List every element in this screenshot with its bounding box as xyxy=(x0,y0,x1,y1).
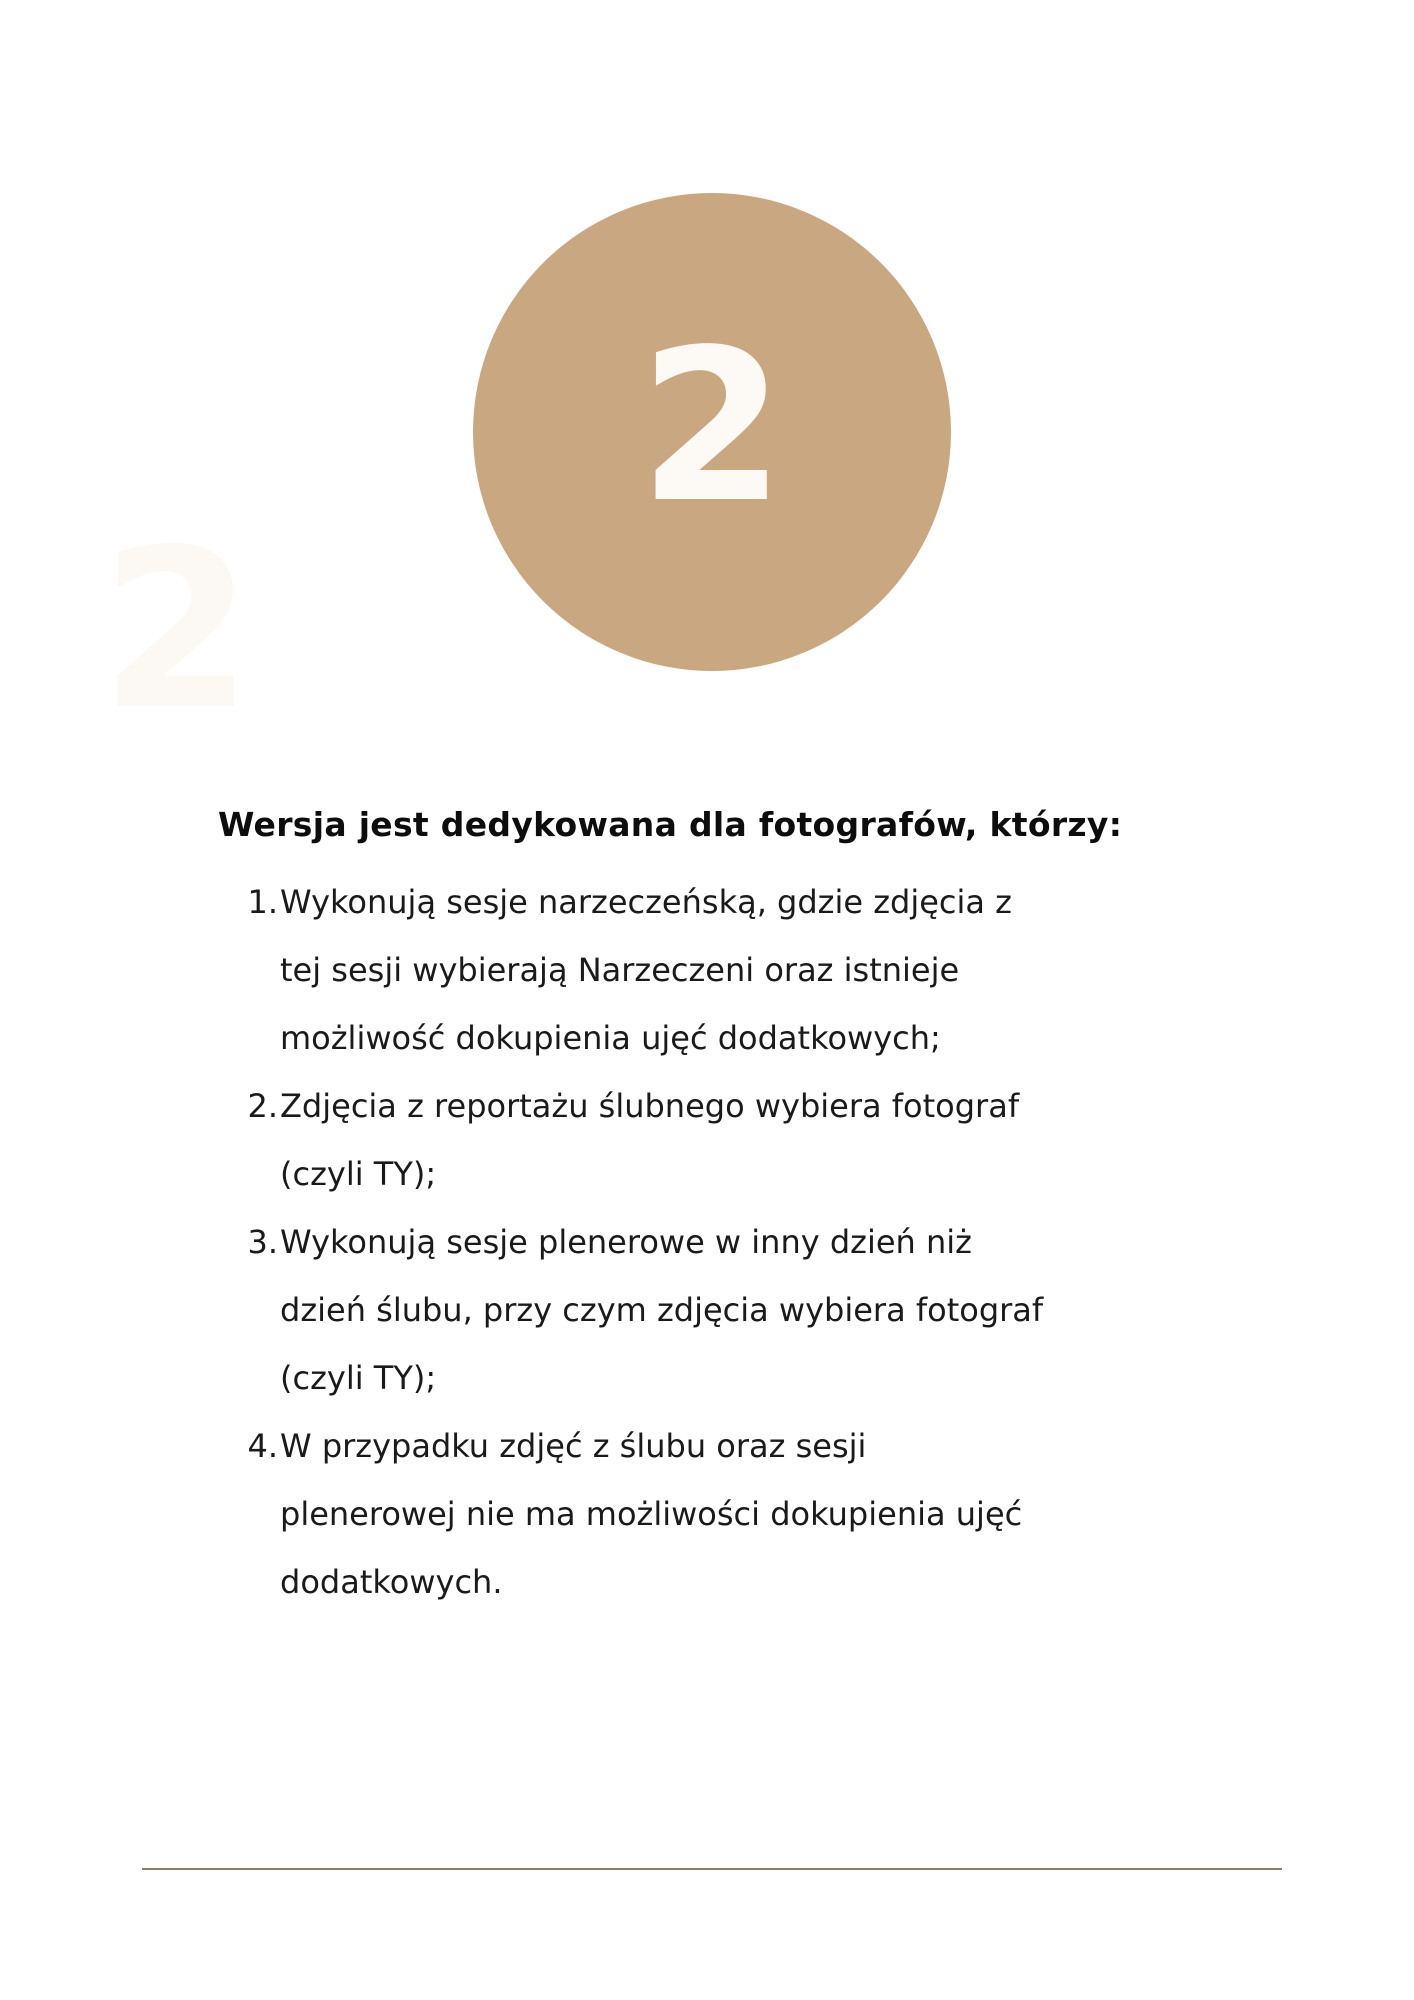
list-item-line: dodatkowych. xyxy=(280,1563,503,1601)
list-item-text xyxy=(280,1412,1226,1616)
ghost-step-number: 2 xyxy=(100,502,254,758)
list-item xyxy=(236,1208,1226,1412)
list-item-number: 1. xyxy=(247,883,278,921)
footer-divider xyxy=(142,1868,1282,1870)
list-item-number: 4. xyxy=(247,1427,278,1465)
list-item-line: Zdjęcia z reportażu ślubnego wybiera fotograf xyxy=(280,1087,1020,1125)
list-item-line: (czyli TY); xyxy=(280,1359,437,1397)
list-item-number: 2. xyxy=(247,1087,278,1125)
list-item-text xyxy=(280,868,1226,1072)
list-item xyxy=(236,1072,1226,1208)
list-item-line: możliwość dokupienia ujęć dodatkowych; xyxy=(280,1019,941,1057)
list-item-line: Wykonują sesje plenerowe w inny dzień niż xyxy=(280,1223,972,1261)
list-item-number: 3. xyxy=(247,1223,278,1261)
list-item-text xyxy=(280,1208,1226,1412)
list-item-text xyxy=(280,1072,1226,1208)
list-item-line: dzień ślubu, przy czym zdjęcia wybiera fotograf xyxy=(280,1291,1044,1329)
step-number: 2 xyxy=(638,304,786,549)
list-item-line: (czyli TY); xyxy=(280,1155,437,1193)
requirements-list xyxy=(236,868,1226,1616)
step-badge-circle xyxy=(473,193,951,671)
list-item-line: plenerowej nie ma możliwości dokupienia ujęć xyxy=(280,1495,1023,1533)
list-item xyxy=(236,1412,1226,1616)
section-heading: Wersja jest dedykowana dla fotografów, którzy: xyxy=(218,805,1123,844)
list-item-line: Wykonują sesje narzeczeńską, gdzie zdjęcia z xyxy=(280,883,1012,921)
list-item-line: tej sesji wybierają Narzeczeni oraz istnieje xyxy=(280,951,960,989)
list-item xyxy=(236,868,1226,1072)
list-item-line: W przypadku zdjęć z ślubu oraz sesji xyxy=(280,1427,867,1465)
